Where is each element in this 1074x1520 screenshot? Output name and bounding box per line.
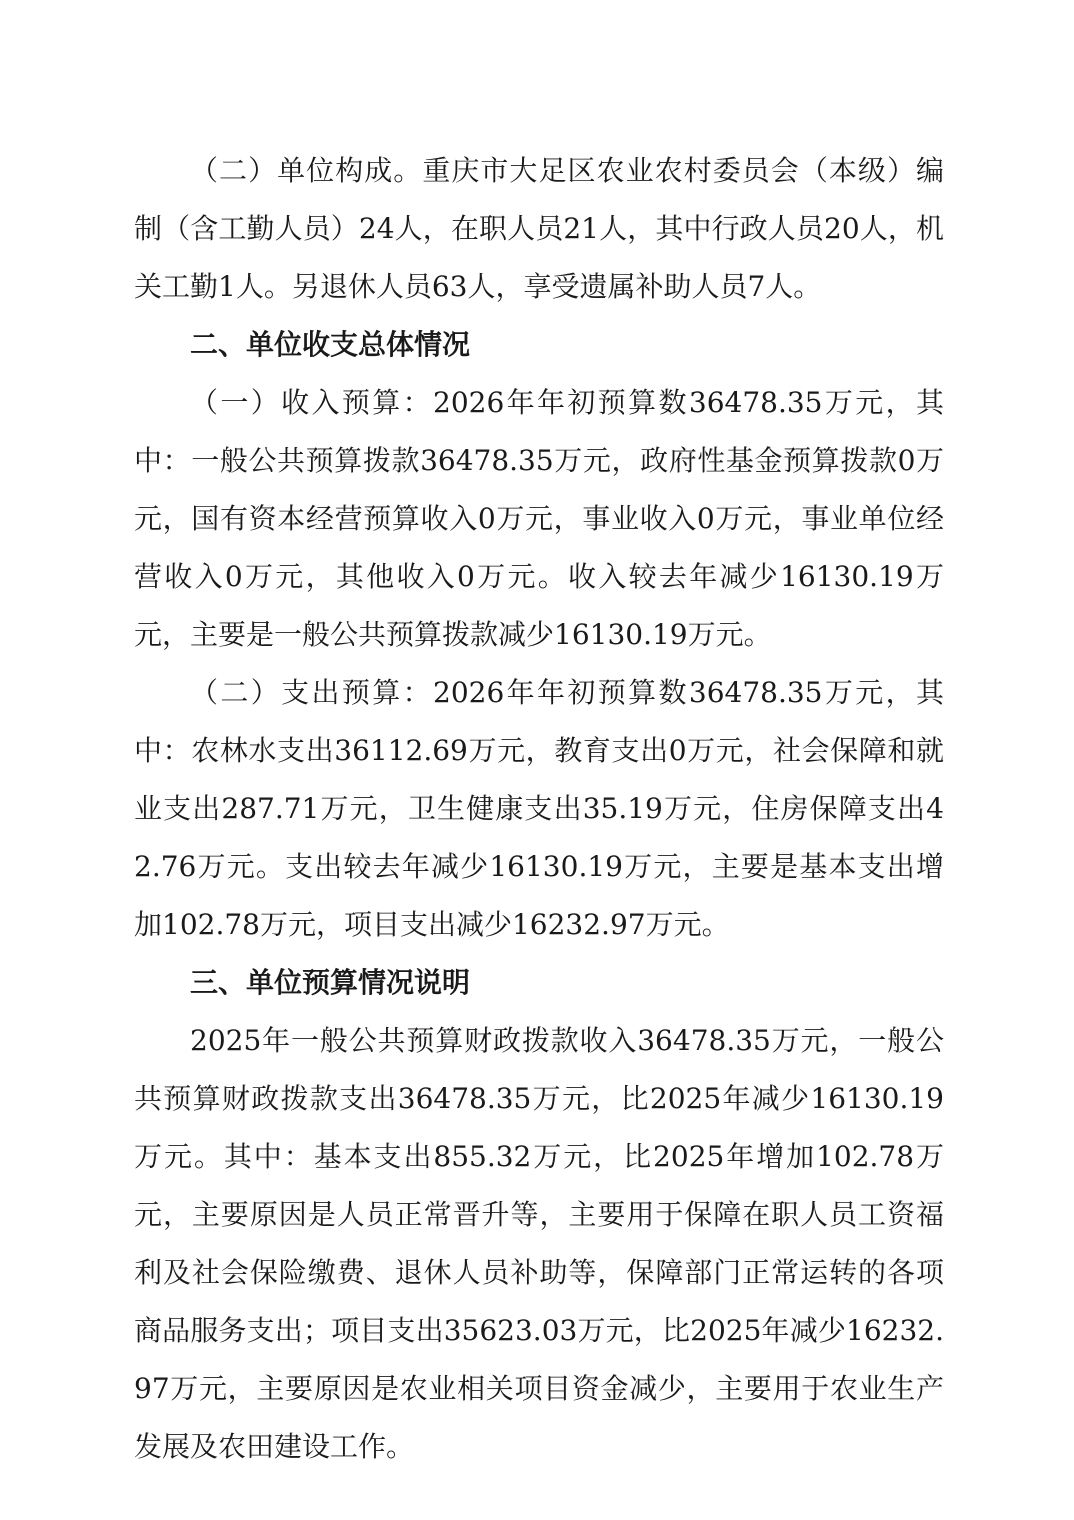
section-2-heading: 二、单位收支总体情况	[190, 328, 471, 361]
income-budget-paragraph: （一）收入预算：2026年年初预算数36478.35万元，其中：一般公共预算拨款36478.35万元，政府性基金预算拨款0万元，国有资本经营预算收入0万元，事业收入0万元，事业单位经营收入0万元，其他收入0万元。收入较去年减少16130.19万元，主要是一般公共预算拨款减少16130.19万元。	[134, 386, 944, 651]
section-3-heading: 三、单位预算情况说明	[190, 966, 471, 999]
budget-explanation-paragraph: 2025年一般公共预算财政拨款收入36478.35万元，一般公共预算财政拨款支出36478.35万元，比2025年减少16130.19万元。其中：基本支出855.32万元，比2025年增加102.78万元，主要原因是人员正常晋升等，主要用于保障在职人员工资福利及社会保险缴费、退休人员补助等，保障部门正常运转的各项商品服务支出；项目支出35623.03万元，比2025年减少16232.97万元，主要原因是农业相关项目资金减少，主要用于农业生产发展及农田建设工作。	[134, 1024, 944, 1463]
expenditure-budget-paragraph: （二）支出预算：2026年年初预算数36478.35万元，其中：农林水支出36112.69万元，教育支出0万元，社会保障和就业支出287.71万元，卫生健康支出35.19万元，住房保障支出42.76万元。支出较去年减少16130.19万元，主要是基本支出增加102.78万元，项目支出减少16232.97万元。	[134, 676, 944, 941]
document-page	[134, 142, 944, 1476]
unit-composition-paragraph: （二）单位构成。重庆市大足区农业农村委员会（本级）编制（含工勤人员）24人，在职人员21人，其中行政人员20人，机关工勤1人。另退休人员63人，享受遗属补助人员7人。	[134, 154, 944, 303]
